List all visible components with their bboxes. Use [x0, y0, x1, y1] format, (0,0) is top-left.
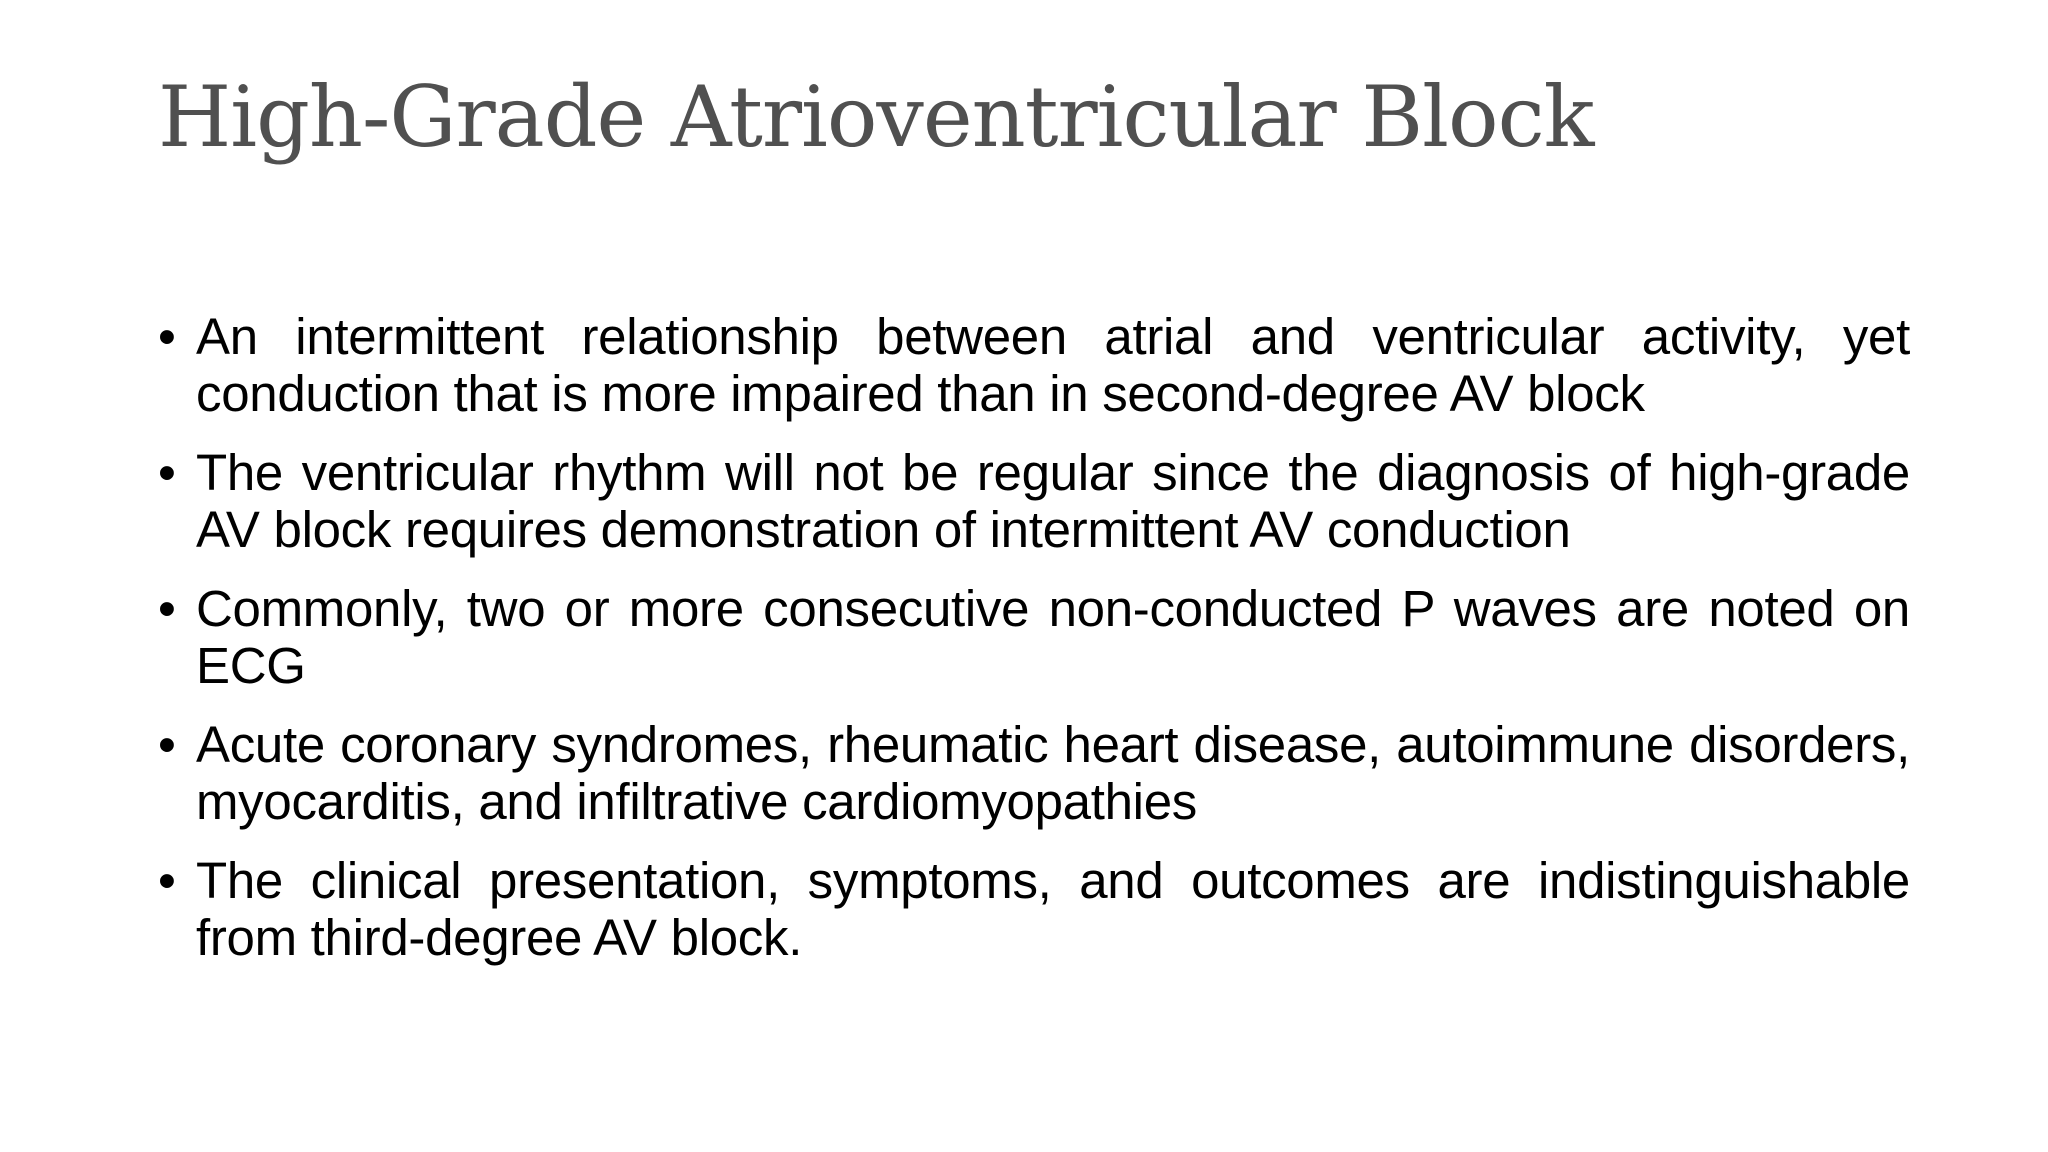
- bullet-item: [158, 852, 1910, 966]
- bullet-dot-icon: •: [158, 716, 176, 773]
- bullet-dot-icon: •: [158, 580, 176, 637]
- bullet-text: Commonly, two or more consecutive non-conducted P waves are noted on ECG: [196, 580, 1910, 694]
- bullet-item: [158, 580, 1910, 694]
- bullet-item: [158, 716, 1910, 830]
- bullet-item: [158, 308, 1910, 422]
- bullet-text: The ventricular rhythm will not be regular since the diagnosis of high-grade AV block requires demonstration of intermittent AV conduction: [196, 444, 1910, 558]
- bullet-item: [158, 444, 1910, 558]
- bullet-text: The clinical presentation, symptoms, and outcomes are indistinguishable from third-degree AV block.: [196, 852, 1910, 966]
- bullet-text: Acute coronary syndromes, rheumatic heart disease, autoimmune disorders, myocarditis, and infiltrative cardiomyopathies: [196, 716, 1910, 830]
- bullet-dot-icon: •: [158, 444, 176, 501]
- bullet-dot-icon: •: [158, 852, 176, 909]
- slide-title: High-Grade Atrioventricular Block: [158, 68, 1594, 166]
- bullet-list: [158, 308, 1910, 988]
- bullet-dot-icon: •: [158, 308, 176, 365]
- bullet-text: An intermittent relationship between atrial and ventricular activity, yet conduction that is more impaired than in second-degree AV block: [196, 308, 1910, 422]
